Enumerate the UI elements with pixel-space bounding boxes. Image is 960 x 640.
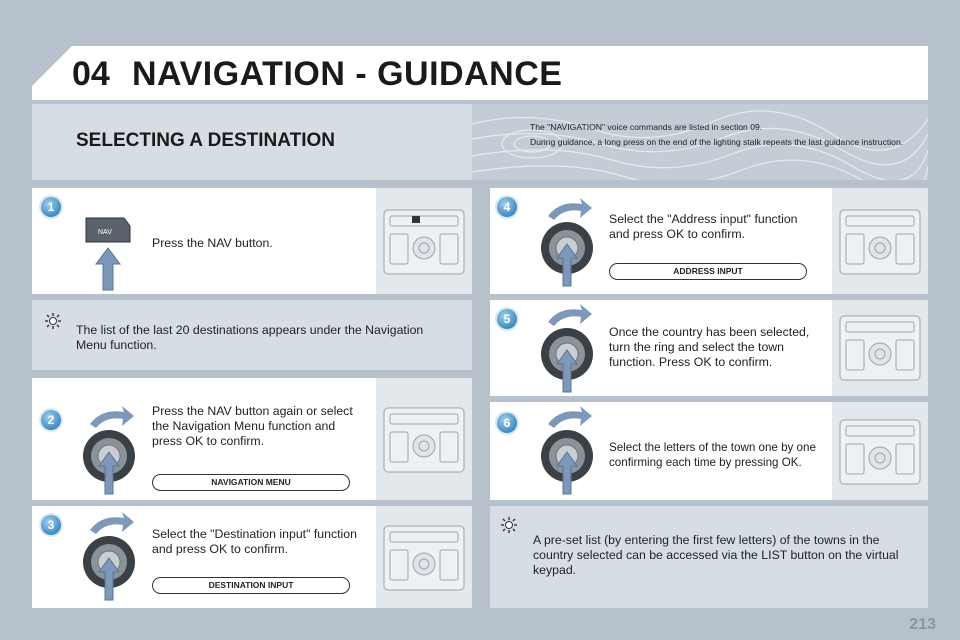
tip-lightbulb-icon: [44, 312, 62, 330]
step-6-text: Select the letters of the town one by one confirming each time by pressing OK.: [609, 441, 816, 469]
step-1-text: Press the NAV button.: [152, 236, 273, 250]
nav-button-label: NAV: [98, 229, 112, 236]
step-2-text: Press the NAV button again or select the Navigation Menu function and press OK to confirm.: [152, 404, 353, 448]
navigation-menu-label: NAVIGATION MENU: [152, 474, 350, 491]
intro-notes: [530, 120, 910, 150]
step-5-text: Once the country has been selected, turn the ring and select the town function. Press OK to confirm.: [609, 325, 810, 369]
tip-2-text: A pre-set list (by entering the first few letters) of the towns in the country selected can be accessed via the LIST button on the virtual keypad.: [533, 533, 899, 577]
page-number: 213: [909, 616, 936, 633]
intro-line-2: During guidance, a long press on the end of the lighting stalk repeats the last guidance instruction.: [530, 137, 904, 147]
step-3-text: Select the "Destination input" function and press OK to confirm.: [152, 527, 357, 556]
step-number-badge: 1: [41, 197, 61, 217]
tip-1-text: The list of the last 20 destinations appears under the Navigation Menu function.: [76, 323, 424, 352]
step-number-badge: 3: [41, 515, 61, 535]
step-number-badge: 6: [497, 413, 517, 433]
rotary-knob-icon: [534, 302, 600, 394]
step-number-badge: 2: [41, 410, 61, 430]
address-input-label: ADDRESS INPUT: [609, 263, 807, 280]
page-title: NAVIGATION - GUIDANCE: [132, 55, 563, 93]
nav-button-icon: [82, 214, 134, 292]
tip-lightbulb-icon: [500, 516, 518, 534]
radio-unit-image: [376, 506, 472, 608]
radio-unit-image: [832, 402, 928, 500]
rotary-knob-icon: [534, 404, 600, 496]
chapter-number: 04: [72, 55, 110, 93]
step-number-badge: 5: [497, 309, 517, 329]
section-title: SELECTING A DESTINATION: [76, 130, 335, 151]
step-number-badge: 4: [497, 197, 517, 217]
destination-input-label: DESTINATION INPUT: [152, 577, 350, 594]
radio-unit-image: [832, 188, 928, 294]
rotary-knob-icon: [534, 196, 600, 288]
step-4-text: Select the "Address input" function and press OK to confirm.: [609, 212, 798, 241]
radio-unit-image: [376, 378, 472, 500]
intro-line-1: The "NAVIGATION" voice commands are listed in section 09.: [530, 122, 763, 132]
radio-unit-image: [376, 188, 472, 294]
rotary-knob-icon: [76, 510, 142, 602]
rotary-knob-icon: [76, 404, 142, 496]
radio-unit-image: [832, 300, 928, 396]
